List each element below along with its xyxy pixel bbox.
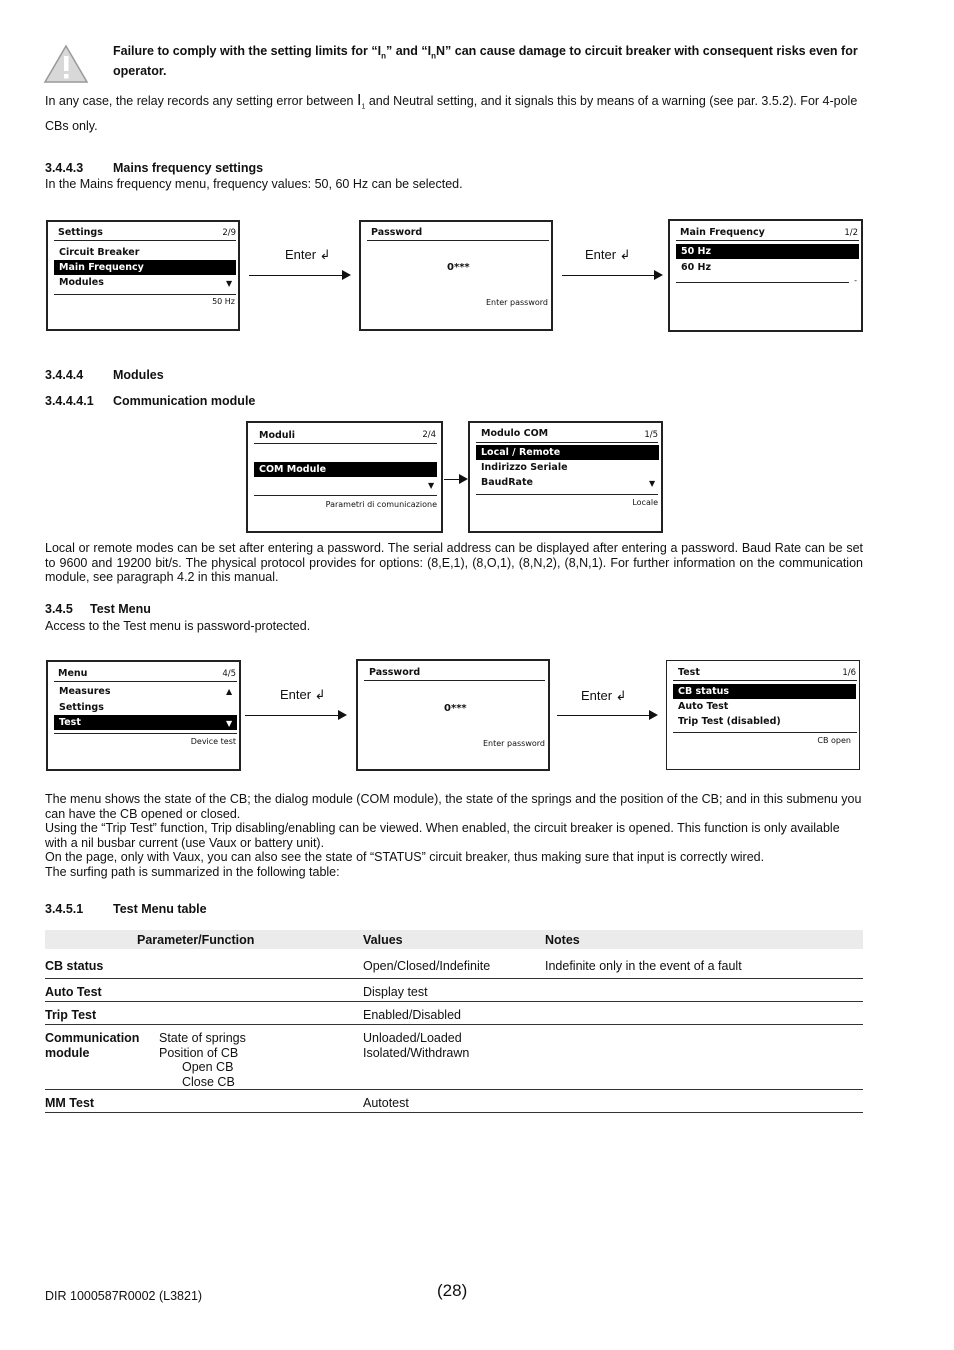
menu-item-local-remote[interactable]: Local / Remote [476,445,659,460]
heading-345: 3.4.5 Test Menu [45,602,151,616]
down-arrow-icon: ▼ [226,279,233,288]
com-body: Local or remote modes can be set after entering a password. The serial address can be displayed after entering a password. Baud Rate can be set to 9600 and 19200 bit/s. The physical protocol provides for options: (8,E,1), (8,O,1), (8,N,2), (8,N,1). For further information on the communication module, see paragraph 4.2 in this manual. [45,541,863,584]
heading-3443: 3.4.4.3 Mains frequency settings [45,161,264,175]
screen-title: Password [369,667,421,678]
moduli-screen [246,421,443,533]
arrow-right-icon [444,479,466,480]
screen-footer: Locale [632,498,658,507]
heading-3444: 3.4.4.4 Modules [45,368,164,382]
table-row: Trip Test Enabled/Disabled [45,1002,863,1025]
test-body-line: On the page, only with Vaux, you can also see the state of “STATUS” circuit breaker, thus making sure that input is correctly wired. [45,850,765,864]
down-arrow-icon: ▼ [226,719,233,728]
table-row: Auto Test Display test [45,979,863,1002]
heading-34441: 3.4.4.4.1 Communication module [45,394,256,408]
screen-footer: CB open [817,736,851,745]
screen-title: Menu [58,668,88,679]
arrow-right-icon [557,715,656,716]
menu-item-indirizzo-seriale[interactable]: Indirizzo Seriale [481,462,568,473]
screen-title: Moduli [259,430,296,441]
screen-footer: Parametri di comunicazione [325,500,437,509]
screen-page: 2/4 [422,430,436,440]
test-access-body: Access to the Test menu is password-protected. [45,619,311,633]
menu-item-main-frequency[interactable]: Main Frequency [54,260,236,275]
header-values: Values [363,930,545,949]
screen-title: Modulo COM [481,428,549,439]
heading-3451: 3.4.5.1 Test Menu table [45,902,207,916]
test-body-line: Using the “Trip Test” function, Trip disabling/enabling can be viewed. When enabled, the circuit breaker is opened. This function is only available with a nil busbar current (use Vaux or battery unit). [45,821,840,850]
screen-footer: Enter password [483,739,545,748]
enter-label: Enter ↲ [280,687,326,702]
screen-page: 1/5 [644,430,658,440]
test-body [45,792,863,879]
menu-item-modules[interactable]: Modules [59,277,104,288]
test-menu-table [45,930,863,1113]
screen-title: Test [678,667,700,678]
arrow-right-icon [249,275,349,276]
table-row: Communication module State of springs Position of CB Open CB Close CB Unloaded/Loaded Isolated/Withdrawn [45,1025,863,1090]
password-screen [359,220,553,331]
down-arrow-icon: ▼ [428,481,435,490]
header-notes: Notes [545,930,863,949]
enter-label: Enter ↲ [585,247,631,262]
screen-title: Settings [58,227,103,238]
arrow-right-icon [245,715,345,716]
menu-item-cb-status[interactable]: CB status [673,684,856,699]
header-parameter: Parameter/Function [159,930,363,949]
test-screen [666,660,860,770]
option-50hz[interactable]: 50 Hz [676,244,859,259]
intro-paragraph: In any case, the relay records any setting error between $I_1$ and Neutral setting, and it signals this by means of a warning (see par. 3.5.2). For 4-pole CBs only. [45,92,858,133]
table-row: CB status Open/Closed/Indefinite Indefinite only in the event of a fault [45,949,863,979]
menu-item-measures[interactable]: Measures [59,686,111,697]
screen-page: 1/6 [842,668,856,678]
menu-item-test[interactable]: Test [54,715,237,730]
test-body-line: The surfing path is summarized in the following table: [45,864,340,879]
password-input[interactable]: 0*** [444,703,467,714]
option-60hz[interactable]: 60 Hz [681,262,712,273]
password-input[interactable]: 0*** [447,262,470,273]
doc-number: DIR 1000587R0002 (L3821) [45,1289,203,1303]
arrow-right-icon [562,275,661,276]
menu-item-circuit-breaker[interactable]: Circuit Breaker [59,247,140,258]
screen-title: Password [371,227,423,238]
test-body-line: The menu shows the state of the CB; the dialog module (COM module), the state of the springs and the position of the CB; and in this submenu you can have the CB opened or closed. [45,792,862,821]
menu-item-trip-test[interactable]: Trip Test (disabled) [678,716,781,727]
menu-item-auto-test[interactable]: Auto Test [678,701,729,712]
menu-screen [46,660,241,771]
down-arrow-icon: ▼ [649,479,656,488]
settings-screen [46,220,240,331]
up-arrow-icon: ▲ [226,687,233,696]
screen-title: Main Frequency [680,227,765,238]
enter-label: Enter ↲ [285,247,331,262]
password-screen [356,659,550,771]
table-row: MM Test Autotest [45,1090,863,1113]
modulo-com-screen [468,421,663,533]
main-frequency-screen [668,219,863,332]
screen-page: 1/2 [844,228,858,238]
menu-item-com-module[interactable]: COM Module [254,462,437,477]
screen-footer: 50 Hz [212,297,235,306]
page-number: (28) [437,1281,468,1300]
screen-page: 4/5 [222,669,236,679]
table-header-row [45,930,863,949]
screen-dash: - [854,276,857,285]
warning-icon [43,44,89,84]
enter-label: Enter ↲ [581,688,627,703]
menu-item-baudrate[interactable]: BaudRate [481,477,533,488]
screen-page: 2/9 [222,228,236,238]
warning-text: Failure to comply with the setting limits for “$I_n$” and “$I_nN$” can cause damage to circuit breaker with consequent risks even for operator. [113,44,858,78]
screen-footer: Enter password [486,298,548,307]
freq-body: In the Mains frequency menu, frequency values: 50, 60 Hz can be selected. [45,177,463,191]
menu-item-settings[interactable]: Settings [59,702,104,713]
screen-footer: Device test [190,737,236,746]
